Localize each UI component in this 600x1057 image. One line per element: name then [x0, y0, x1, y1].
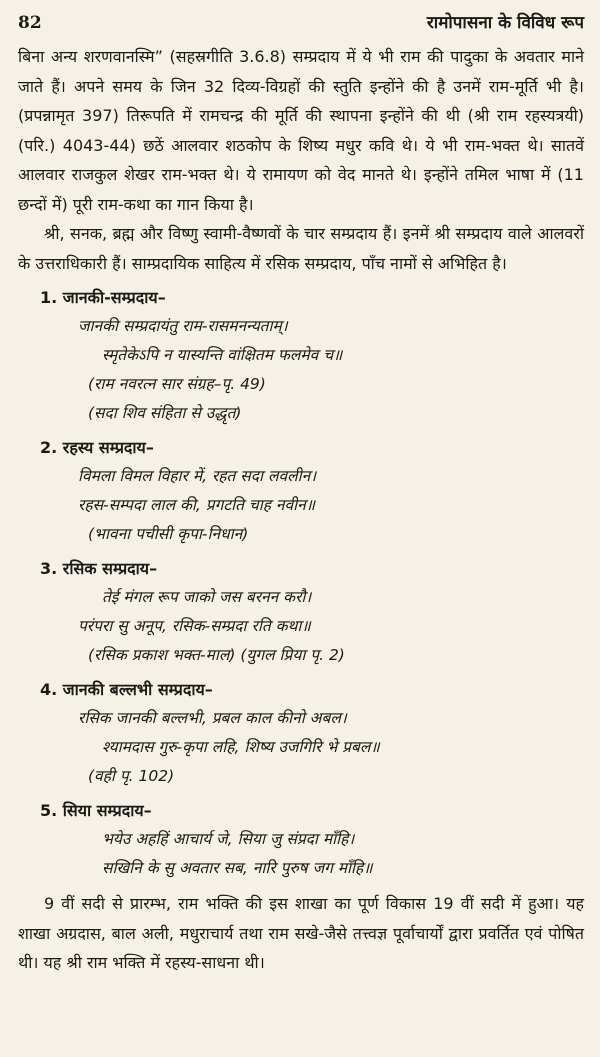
section-janaki-sampradaya	[18, 283, 584, 428]
citation: (सदा शिव संहिता से उद्धृत)	[88, 404, 242, 422]
citation: (भावना पचीसी कृपा-निधान)	[88, 525, 249, 543]
verse-line: भयेउ अहहिं आचार्य जे, सिया जु संप्रदा माँहि।	[102, 830, 355, 848]
running-title: रामोपासना के विविध रूप	[426, 13, 584, 33]
verse-line: परंपरा सु अनूप, रसिक-सम्प्रदा रति कथा॥	[78, 617, 311, 635]
verse-line: रहस-सम्पदा लाल की, प्रगटति चाह नवीन॥	[78, 496, 316, 514]
page-number: 82	[18, 13, 42, 33]
section-title: 5. सिया सम्प्रदाय–	[40, 801, 152, 820]
verse-line: तेई मंगल रूप जाको जस बरनन करौ।	[102, 588, 312, 606]
citation: (वही पृ. 102)	[88, 767, 175, 785]
verse-line: श्यामदास गुरु-कृपा लहि, शिष्य उजगिरि भे प्रबल॥	[102, 738, 380, 756]
sampradaya-overview-paragraph: श्री, सनक, ब्रह्म और विष्णु स्वामी-वैष्णवों के चार सम्प्रदाय हैं। इनमें श्री सम्प्रदाय वाले आलवरों के उत्तराधिकारी हैं। साम्प्रदायिक साहित्य में रसिक सम्प्रदाय, पाँच नामों से अभिहित है।	[18, 224, 584, 273]
section-rasik-sampradaya	[18, 554, 584, 670]
section-siya-sampradaya	[18, 796, 584, 883]
section-title: 2. रहस्य सम्प्रदाय–	[40, 438, 154, 457]
citation: (राम नवरत्न सार संग्रह–पृ. 49)	[88, 375, 266, 393]
citation: (रसिक प्रकाश भक्त-माल) (युगल प्रिया पृ. 2)	[88, 646, 345, 664]
intro-paragraph: बिना अन्य शरणवानस्मि” (सहस्रगीति 3.6.8) सम्प्रदाय में ये भी राम की पादुका के अवतार माने जाते हैं। अपने समय के जिन 32 दिव्य-विग्रहों की स्तुति इन्होंने की है उनमें राम-मूर्ति भी है। (प्रपन्नामृत 397) तिरूपति में रामचन्द्र की मूर्ति की स्थापना इन्होंने की थी (श्री राम रहस्यत्रयी) (परि.) 4043-44) छठें आलवार शठकोप के शिष्य मधुर कवि थे। ये भी राम-भक्त थे। सातवें आलवार राजकुल शेखर राम-भक्त थे। ये रामायण को वेद मानते थे। इन्होंने तमिल भाषा में (11 छन्दों में) पूरी राम-कथा का गान किया है।	[18, 47, 584, 214]
section-rahasya-sampradaya	[18, 433, 584, 549]
verse-line: सखिनि के सु अवतार सब, नारि पुरुष जग माँहि॥	[102, 859, 373, 877]
verse-line: जानकी सम्प्रदायंतु राम-रासमनन्यताम्।	[78, 317, 288, 335]
verse-line: रसिक जानकी बल्लभी, प्रबल काल कीनो अबल।	[78, 709, 347, 727]
section-title: 1. जानकी-सम्प्रदाय–	[40, 288, 166, 307]
verse-line: स्मृतेकेऽपि न यास्यन्ति वांक्षितम फलमेव च॥	[102, 346, 343, 364]
section-janaki-ballabhi-sampradaya	[18, 675, 584, 791]
section-title: 3. रसिक सम्प्रदाय–	[40, 559, 158, 578]
verse-line: विमला विमल विहार में, रहत सदा लवलीन।	[78, 467, 317, 485]
closing-paragraph: 9 वीं सदी से प्रारम्भ, राम भक्ति की इस शाखा का पूर्ण विकास 19 वीं सदी में हुआ। यह शाखा अग्रदास, बाल अली, मधुराचार्य तथा राम सखे-जैसे तत्त्वज्ञ पूर्वाचार्यों द्वारा प्रवर्तित एवं पोषित थी। यह श्री राम भक्ति में रहस्य-साधना थी।	[18, 894, 584, 972]
page-header	[18, 8, 584, 42]
section-title: 4. जानकी बल्लभी सम्प्रदाय–	[40, 680, 213, 699]
